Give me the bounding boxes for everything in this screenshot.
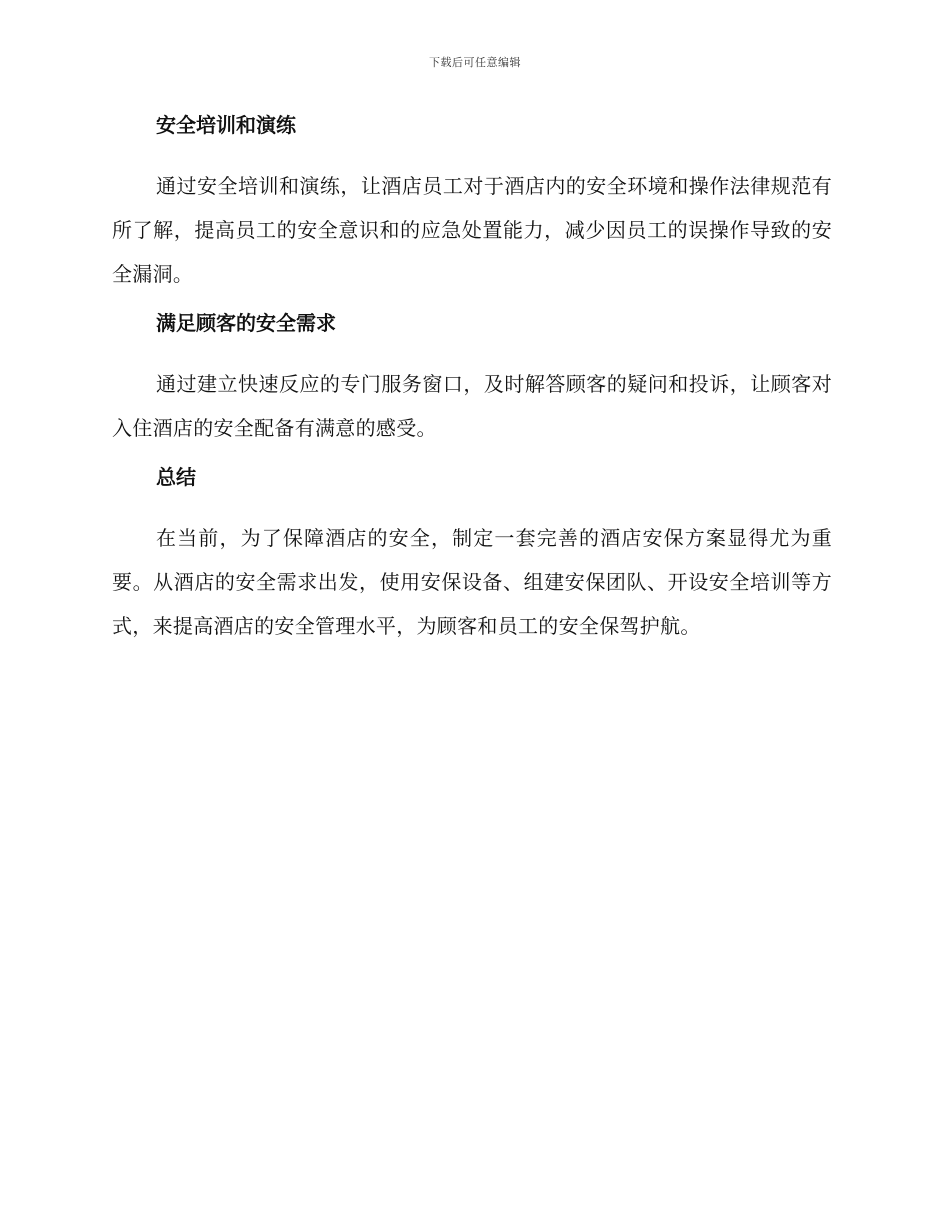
- section-summary: [112, 462, 832, 648]
- section-heading: 满足顾客的安全需求: [156, 311, 336, 335]
- section-paragraph: 通过安全培训和演练，让酒店员工对于酒店内的安全环境和操作法律规范有所了解，提高员工的安全意识和的应急处置能力，减少因员工的误操作导致的安全漏洞。: [112, 174, 832, 286]
- header-note: 下载后可任意编辑: [429, 56, 521, 69]
- section-heading: 总结: [156, 465, 196, 489]
- document-body: [112, 110, 832, 660]
- section-heading: 安全培训和演练: [156, 113, 296, 137]
- section-safety-training: [112, 110, 832, 296]
- section-paragraph: 通过建立快速反应的专门服务窗口，及时解答顾客的疑问和投诉，让顾客对入住酒店的安全配备有满意的感受。: [112, 372, 832, 440]
- section-customer-needs: [112, 308, 832, 450]
- section-paragraph: 在当前，为了保障酒店的安全，制定一套完善的酒店安保方案显得尤为重要。从酒店的安全需求出发，使用安保设备、组建安保团队、开设安全培训等方式，来提高酒店的安全管理水平，为顾客和员工的安全保驾护航。: [112, 526, 832, 638]
